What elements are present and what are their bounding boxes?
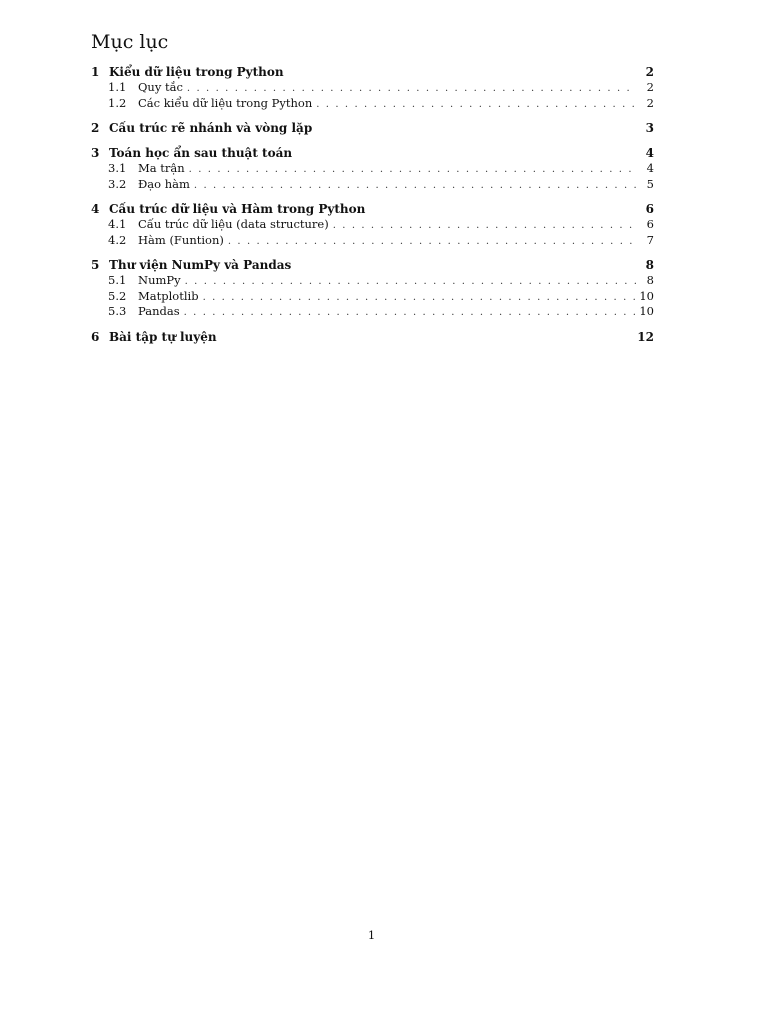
toc-subsection-title: Hàm (Funtion): [138, 232, 224, 247]
toc-subsection-page: 10: [639, 304, 654, 318]
toc-subsection-entry[interactable]: [91, 217, 654, 233]
toc-section-title: Thư viện NumPy và Pandas: [109, 258, 292, 272]
toc-section-page: 2: [645, 65, 654, 79]
toc-section-entry[interactable]: [91, 201, 654, 217]
toc-section-page: 3: [645, 121, 654, 135]
toc-subsection-title: Các kiểu dữ liệu trong Python: [138, 95, 313, 110]
toc-section: [91, 145, 654, 192]
toc-subsection-page: 5: [646, 176, 654, 191]
toc-subsection-page: 8: [646, 273, 654, 287]
toc-dot-leader: [316, 97, 636, 113]
toc-subsection-entry[interactable]: [91, 96, 654, 112]
toc-section-number: 6: [91, 329, 100, 344]
toc-section-entry[interactable]: [91, 120, 654, 136]
toc-subsection-title: NumPy: [138, 273, 181, 287]
toc-subsection-page: 2: [646, 95, 654, 110]
toc-section-number: 3: [91, 146, 100, 160]
toc-section-entry[interactable]: [91, 145, 654, 161]
toc-dot-leader: [187, 81, 636, 97]
toc-section-title: Kiểu dữ liệu trong Python: [109, 65, 284, 79]
toc-subsection-entry[interactable]: [91, 177, 654, 193]
toc-dot-leader: [203, 290, 636, 306]
toc-section-title: Cấu trúc dữ liệu và Hàm trong Python: [109, 202, 366, 216]
toc-dot-leader: [189, 162, 636, 178]
toc-section-entry[interactable]: [91, 329, 654, 345]
toc-subsection-entry[interactable]: [91, 273, 654, 289]
toc-heading: Mục lục: [91, 31, 169, 53]
toc-section-title: Cấu trúc rẽ nhánh và vòng lặp: [109, 121, 313, 135]
toc-section-number: 4: [91, 202, 100, 216]
toc-section-number: 2: [91, 121, 100, 135]
toc-subsection-entry[interactable]: [91, 304, 654, 320]
toc-section-number: 1: [91, 65, 100, 79]
toc-subsection-number: 5.1: [108, 273, 127, 287]
toc-section: [91, 120, 654, 136]
toc-subsection-title: Quy tắc: [138, 80, 183, 94]
toc-subsection-page: 6: [646, 217, 654, 231]
toc-subsection-title: Cấu trúc dữ liệu (data structure): [138, 217, 329, 231]
toc-subsection-title: Matplotlib: [138, 288, 199, 303]
toc-section-page: 6: [645, 202, 654, 216]
page-number: 1: [367, 928, 376, 942]
toc-subsection-number: 4.2: [108, 232, 127, 247]
toc-subsection-entry[interactable]: [91, 233, 654, 249]
toc-subsection-number: 4.1: [108, 217, 127, 231]
toc-subsection-number: 5.2: [108, 288, 127, 303]
toc-subsection-page: 10: [639, 288, 654, 303]
toc-subsection-entry[interactable]: [91, 80, 654, 96]
toc-section: [91, 64, 654, 111]
table-of-contents: [91, 64, 654, 354]
toc-section-entry[interactable]: [91, 64, 654, 80]
toc-section-page: 8: [645, 258, 654, 272]
toc-subsection-page: 7: [646, 232, 654, 247]
toc-subsection-page: 4: [646, 161, 654, 175]
toc-dot-leader: [185, 274, 636, 290]
toc-section: [91, 201, 654, 248]
toc-subsection-page: 2: [646, 80, 654, 94]
toc-subsection-entry[interactable]: [91, 161, 654, 177]
toc-section-entry[interactable]: [91, 257, 654, 273]
toc-subsection-title: Đạo hàm: [138, 176, 190, 191]
toc-section-title: Toán học ẩn sau thuật toán: [109, 146, 293, 160]
toc-dot-leader: [333, 218, 636, 234]
toc-section-title: Bài tập tự luyện: [109, 329, 217, 344]
toc-dot-leader: [228, 234, 636, 250]
toc-subsection-title: Ma trận: [138, 161, 185, 175]
toc-subsection-number: 5.3: [108, 304, 127, 318]
toc-dot-leader: [194, 178, 636, 194]
toc-subsection-number: 1.2: [108, 95, 127, 110]
toc-section-page: 12: [637, 329, 654, 344]
toc-subsection-number: 3.1: [108, 161, 127, 175]
toc-subsection-number: 1.1: [108, 80, 127, 94]
toc-section: [91, 257, 654, 320]
toc-section-page: 4: [645, 146, 654, 160]
toc-subsection-title: Pandas: [138, 304, 180, 318]
toc-subsection-number: 3.2: [108, 176, 127, 191]
toc-dot-leader: [184, 305, 636, 321]
toc-subsection-entry[interactable]: [91, 289, 654, 305]
toc-section-number: 5: [91, 258, 100, 272]
toc-section: [91, 329, 654, 345]
